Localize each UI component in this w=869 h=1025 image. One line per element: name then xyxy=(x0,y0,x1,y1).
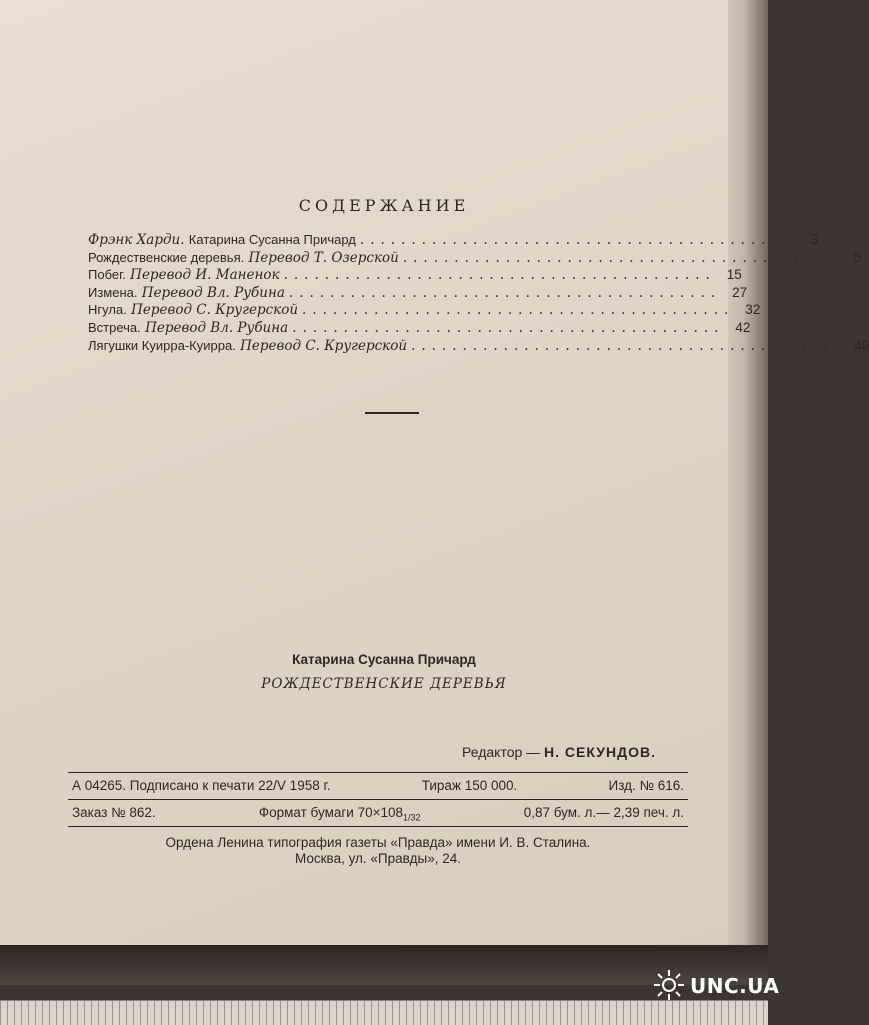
watermark-text: UNC.UA xyxy=(690,974,780,998)
toc-row xyxy=(88,249,862,268)
imprint-format xyxy=(259,800,421,826)
toc-row xyxy=(88,337,869,356)
toc-leader: .......................................... xyxy=(283,267,716,284)
toc-author: Фрэнк Харди. xyxy=(88,232,185,248)
editor-label: Редактор — xyxy=(462,744,541,760)
toc-translator: Перевод И. Маненок xyxy=(130,267,280,284)
toc-translator: Перевод Вл. Рубина xyxy=(145,319,289,336)
toc-page: 5 xyxy=(853,249,862,265)
toc-page: 3 xyxy=(810,232,819,247)
colophon-editor xyxy=(462,744,656,760)
toc-page: 49 xyxy=(854,337,869,353)
toc-entry-title: Встреча. xyxy=(88,319,141,335)
toc-row xyxy=(88,284,748,303)
imprint-row xyxy=(68,772,688,800)
toc-leader: .......................................... xyxy=(288,284,722,301)
toc-row xyxy=(88,319,751,338)
toc-entry-title: Измена. xyxy=(88,284,138,300)
toc-translator: Перевод Т. Озерской xyxy=(248,249,399,266)
press-line-2: Москва, ул. «Правды», 24. xyxy=(294,851,462,866)
page-edge xyxy=(728,0,768,955)
toc-leader: .......................................... xyxy=(411,337,844,354)
toc-entry-title: Рождественские деревья. xyxy=(88,249,245,265)
imprint-format-text: Формат бумаги 70×108 xyxy=(258,805,404,820)
table-of-contents xyxy=(88,232,869,355)
watermark xyxy=(652,968,780,1004)
imprint-press xyxy=(68,827,688,867)
toc-page: 15 xyxy=(726,267,742,283)
imprint-block xyxy=(68,772,688,867)
toc-entry-title: Нгула. xyxy=(88,302,127,318)
imprint-format-fraction: 1/32 xyxy=(403,812,421,823)
imprint-sheets: 0,87 бум. л.— 2,39 печ. л. xyxy=(523,805,684,820)
imprint-row xyxy=(68,800,688,827)
toc-leader: .......................................... xyxy=(359,232,793,248)
toc-row xyxy=(88,302,761,320)
colophon-author: Катарина Сусанна Причард xyxy=(292,652,476,667)
toc-translator: Перевод С. Кругерской xyxy=(131,302,299,319)
editor-name: Н. СЕКУНДОВ. xyxy=(544,744,656,760)
sun-icon xyxy=(652,968,686,1002)
toc-title: СОДЕРЖАНИЕ xyxy=(298,196,470,215)
toc-entry-title: Лягушки Куирра-Куирра. xyxy=(88,337,236,353)
toc-page: 32 xyxy=(745,302,761,318)
toc-translator: Перевод Вл. Рубина xyxy=(141,284,285,301)
imprint-print-run: Тираж 150 000. xyxy=(421,778,518,793)
toc-leader: .......................................... xyxy=(292,319,725,336)
toc-entry-title: Катарина Сусанна Причард xyxy=(188,232,356,247)
toc-translator: Перевод С. Кругерской xyxy=(240,337,408,354)
toc-row xyxy=(88,267,742,285)
press-line-1: Ордена Ленина типография газеты «Правда» имени И. В. Сталина. xyxy=(165,835,591,850)
imprint-order: Заказ № 862. xyxy=(72,805,156,820)
imprint-signed: А 04265. Подписано к печати 22/V 1958 г. xyxy=(72,778,331,793)
section-divider xyxy=(365,412,419,414)
imprint-edition: Изд. № 616. xyxy=(608,778,684,793)
toc-leader: .......................................... xyxy=(402,249,836,266)
toc-page: 27 xyxy=(732,284,748,300)
toc-row xyxy=(88,232,819,250)
toc-page: 42 xyxy=(735,319,751,335)
toc-entry-title: Побег. xyxy=(88,267,126,283)
colophon-book-title: РОЖДЕСТВЕНСКИЕ ДЕРЕВЬЯ xyxy=(261,676,507,692)
toc-leader: .......................................... xyxy=(302,302,735,319)
